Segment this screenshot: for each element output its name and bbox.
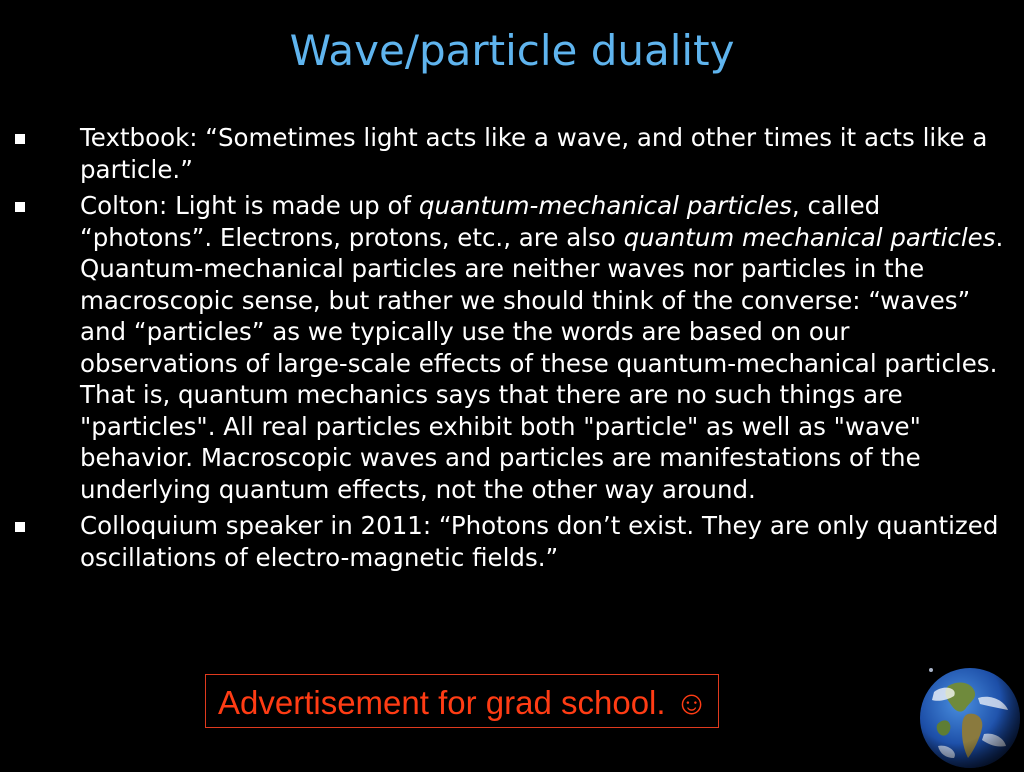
- square-bullet-icon: [15, 134, 25, 144]
- bullet-text-segment: Colton: Light is made up of: [80, 191, 419, 220]
- slide-title: Wave/particle duality: [289, 26, 735, 75]
- bullet-text-segment: . Quantum-mechanical particles are neither waves nor particles in the macroscopic sense, but rather we should think of the converse: “waves” and “particles” as we typically use the words are based on our observations of large-scale effects of these quantum-mechanical particles. That is, quantum mechanics says that there are no such things are "particles". All real particles exhibit both "particle" as well as "wave" behavior. Macroscopic waves and particles are manifestations of the underlying quantum effects, not the other way around.: [80, 222, 1004, 504]
- advertisement-text: Advertisement for grad school. ☺: [218, 684, 709, 721]
- bullet-item: [10, 122, 1010, 185]
- bullet-item: [10, 510, 1010, 573]
- square-bullet-icon: [15, 522, 25, 532]
- bullet-text-segment: Colloquium speaker in 2011: “Photons don’t exist. They are only quantized oscillations of electro-magnetic fields.”: [80, 511, 999, 572]
- bullet-item: [10, 190, 1010, 505]
- bullet-text-segment: Textbook: “Sometimes light acts like a wave, and other times it acts like a particle.”: [80, 123, 988, 184]
- earth-globe-icon: [918, 662, 1024, 772]
- bullet-text-italic: quantum-mechanical particles: [418, 191, 792, 220]
- advertisement-box: [205, 674, 719, 728]
- square-bullet-icon: [15, 202, 25, 212]
- bullet-list: [10, 122, 1010, 578]
- bullet-text-segment: , called “photons”. Electrons, protons, etc., are also: [80, 191, 881, 252]
- bullet-text-italic: quantum mechanical particles: [623, 222, 996, 252]
